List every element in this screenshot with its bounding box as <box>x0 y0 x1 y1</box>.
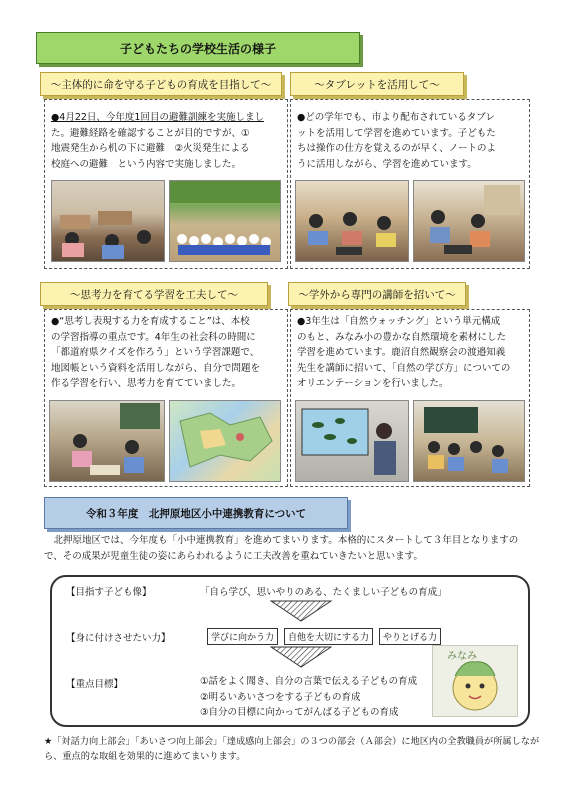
svg-text:みなみ: みなみ <box>447 651 477 662</box>
section-heading-tablet: 〜タブレットを活用して〜 <box>290 72 464 96</box>
photo-atlas-map <box>169 400 281 482</box>
skill-tag: 学びに向かう力 <box>207 628 278 645</box>
section-text: ●3年生は「自然ウォッチング」という単元構成 のもと、みなみ小の豊かな自然環境を素材にした 学習を進めています。鹿沼自然観察会の渡邉知義 先生を講師に招いて、「自然の学び方」についての オリエンテーションを行いました。 <box>297 316 511 389</box>
skills-label: 【身に付けさせたい力】 <box>66 633 171 644</box>
page-title: 子どもたちの学校生活の様子 <box>36 32 360 64</box>
section-panel-safety <box>44 99 288 269</box>
photo-social-studies-class <box>49 400 165 482</box>
section-panel-thinking <box>44 309 288 487</box>
photo-evacuation-drill-classroom <box>51 180 165 262</box>
section-heading-lecturer: 〜学外から専門の講師を招いて〜 <box>288 282 466 306</box>
ideal-child-label: 【目指す子ども像】 <box>66 587 152 598</box>
skills-list <box>207 628 441 645</box>
arrow-down-icon <box>270 600 332 622</box>
mascot-illustration <box>432 645 518 717</box>
cooperation-heading: 令和３年度 北押原地区小中連携教育について <box>44 497 348 529</box>
skill-tag: やりとげる力 <box>379 628 441 645</box>
section-text: ●“思考し表現する力を育成すること”は、本校 の学習指導の重点です。4年生の社会科の時間に 「都道府県クイズを作ろう」という学習課題で、 地図帳という資料を活用しながら、自分で問題を 作る学習を行い、思考力を育てていました。 <box>51 316 261 389</box>
photo-tablet-class-2 <box>413 180 525 262</box>
section-panel-tablet <box>290 99 530 269</box>
cooperation-intro: 北押原地区では、今年度も「小中連携教育」を進めてまいります。本格的にスタートして３年目となりますので、その成果が児童生徒の姿にあらわれるように工夫改善を重ねていきたいと思います。 <box>44 535 519 562</box>
photo-evacuation-drill-schoolyard <box>169 180 281 262</box>
section-panel-lecturer <box>290 309 530 487</box>
photo-lecturer-screen <box>295 400 409 482</box>
photo-lecturer-classroom <box>413 400 525 482</box>
photo-tablet-class-1 <box>295 180 409 262</box>
focus-goal-item: ③自分の目標に向かってがんばる子どもの育成 <box>200 707 399 718</box>
section-text: ●4月22日、今年度1回目の避難訓練を実施しまし た。避難経路を確認することが目的ですが、① 地震発生から机の下に避難 ②火災発生による 校庭への避難 という内容で実施しました。 <box>51 112 264 170</box>
footer-note: ★「対話力向上部会」「あいさつ向上部会」「達成感向上部会」の３つの部会（Ａ部会）に地区内の全教職員が所属しながら、重点的な取組を効果的に進めてまいります。 <box>44 736 540 762</box>
focus-goal-item: ②明るいあいさつをする子どもの育成 <box>200 691 361 703</box>
focus-goals-label: 【重点目標】 <box>66 679 124 690</box>
focus-goal-item: ①話をよく聞き、自分の言葉で伝える子どもの育成 <box>200 676 418 687</box>
section-heading-safety: 〜主体的に命を守る子どもの育成を目指して〜 <box>40 72 282 96</box>
section-heading-thinking: 〜思考力を育てる学習を工夫して〜 <box>40 282 268 306</box>
arrow-down-icon <box>270 646 332 668</box>
skill-tag: 自他を大切にする力 <box>284 628 373 645</box>
section-text: ●どの学年でも、市より配布されているタブレ ットを活用して学習を進めています。子どもた ちは操作の仕方を覚えるのが早く、ノートのよ うに活用しながら、学習を進めています。 <box>297 112 497 170</box>
focus-goals-list <box>200 674 417 721</box>
ideal-child-value: 「自ら学び、思いやりのある、たくましい子どもの育成」 <box>200 587 447 598</box>
